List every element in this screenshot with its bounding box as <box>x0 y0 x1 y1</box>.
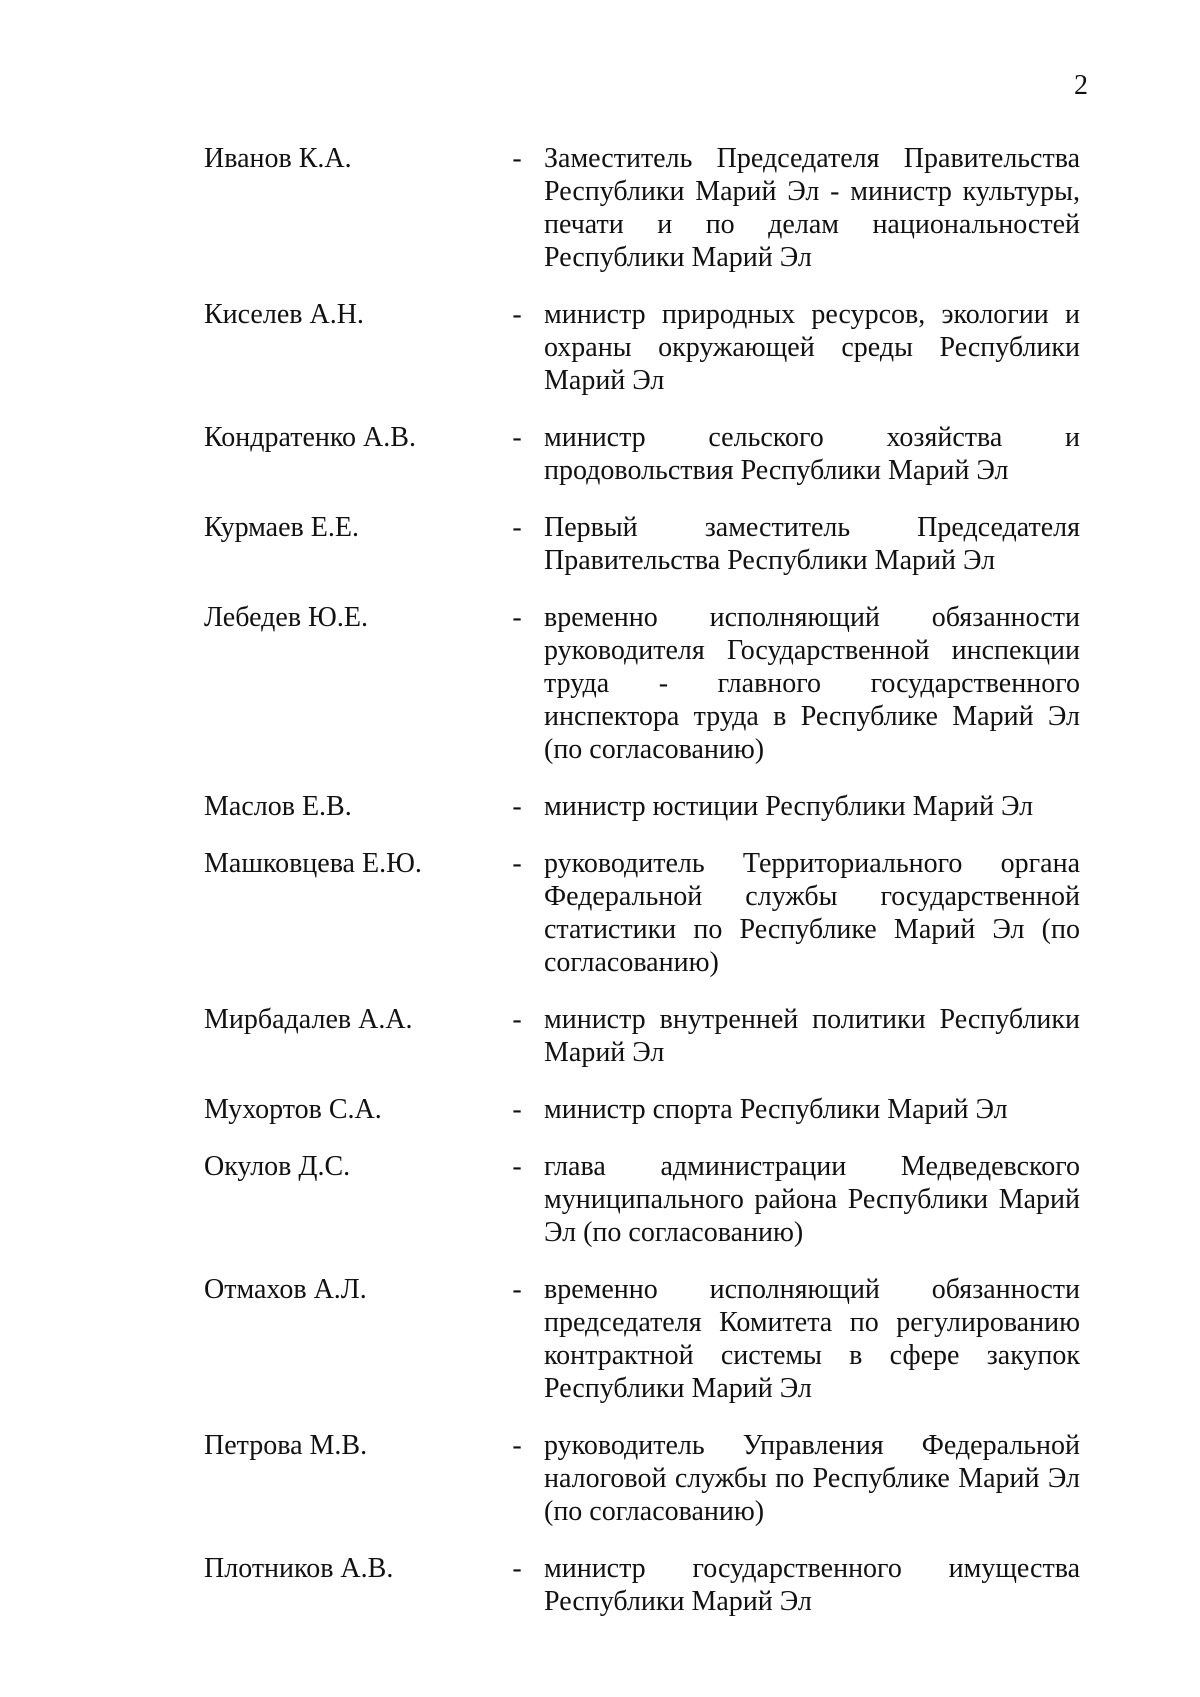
separator-dash: - <box>512 1553 522 1584</box>
member-row <box>204 1093 1080 1126</box>
member-position: министр сельского хозяйства и продовольствия Республики Марий Эл <box>544 422 1080 486</box>
member-row <box>204 421 1080 487</box>
separator-dash: - <box>512 1004 522 1035</box>
member-row <box>204 1429 1080 1528</box>
member-name: Машковцева Е.Ю. <box>204 848 422 879</box>
separator-dash: - <box>512 299 522 330</box>
member-name: Отмахов А.Л. <box>204 1274 367 1305</box>
separator-dash: - <box>512 143 522 174</box>
separator-dash: - <box>512 1151 522 1182</box>
member-position: министр государственного имущества Республики Марий Эл <box>544 1553 1080 1617</box>
member-row <box>204 847 1080 979</box>
member-name: Мухортов С.А. <box>204 1094 382 1125</box>
member-name: Кондратенко А.В. <box>204 422 416 453</box>
member-position: глава администрации Медведевского муниципального района Республики Марий Эл (по согласованию) <box>544 1151 1080 1248</box>
member-row <box>204 1552 1080 1618</box>
member-position: временно исполняющий обязанности руководителя Государственной инспекции труда - главного государственного инспектора труда в Республике Марий Эл (по согласованию) <box>544 602 1080 765</box>
member-position: временно исполняющий обязанности председателя Комитета по регулированию контрактной системы в сфере закупок Республики Марий Эл <box>544 1274 1080 1404</box>
member-position: Заместитель Председателя Правительства Республики Марий Эл - министр культуры, печати и по делам национальностей Республики Марий Эл <box>544 143 1080 273</box>
member-position: руководитель Территориального органа Федеральной службы государственной статистики по Республике Марий Эл (по согласованию) <box>544 848 1080 978</box>
member-row <box>204 142 1080 274</box>
separator-dash: - <box>512 1430 522 1461</box>
member-name: Киселев А.Н. <box>204 299 364 330</box>
separator-dash: - <box>512 791 522 822</box>
members-roster <box>204 142 1080 1642</box>
member-row <box>204 601 1080 766</box>
member-name: Петрова М.В. <box>204 1430 368 1461</box>
member-row <box>204 1003 1080 1069</box>
member-position: руководитель Управления Федеральной налоговой службы по Республике Марий Эл (по согласованию) <box>544 1430 1080 1527</box>
member-row <box>204 298 1080 397</box>
separator-dash: - <box>512 1094 522 1125</box>
member-position: Первый заместитель Председателя Правительства Республики Марий Эл <box>544 512 1080 576</box>
member-row <box>204 511 1080 577</box>
member-name: Курмаев Е.Е. <box>204 512 359 543</box>
member-name: Плотников А.В. <box>204 1553 394 1584</box>
member-position: министр юстиции Республики Марий Эл <box>544 791 1034 822</box>
separator-dash: - <box>512 1274 522 1305</box>
member-position: министр внутренней политики Республики Марий Эл <box>544 1004 1080 1068</box>
separator-dash: - <box>512 512 522 543</box>
member-name: Мирбадалев А.А. <box>204 1004 413 1035</box>
member-row <box>204 1150 1080 1249</box>
member-name: Окулов Д.С. <box>204 1151 351 1182</box>
separator-dash: - <box>512 422 522 453</box>
page-number: 2 <box>1074 70 1088 101</box>
separator-dash: - <box>512 848 522 879</box>
member-name: Маслов Е.В. <box>204 791 352 822</box>
member-name: Иванов К.А. <box>204 143 352 174</box>
member-row <box>204 790 1080 823</box>
separator-dash: - <box>512 602 522 633</box>
member-position: министр спорта Республики Марий Эл <box>544 1094 1008 1125</box>
member-name: Лебедев Ю.Е. <box>204 602 368 633</box>
member-row <box>204 1273 1080 1405</box>
member-position: министр природных ресурсов, экологии и охраны окружающей среды Республики Марий Эл <box>544 299 1080 396</box>
